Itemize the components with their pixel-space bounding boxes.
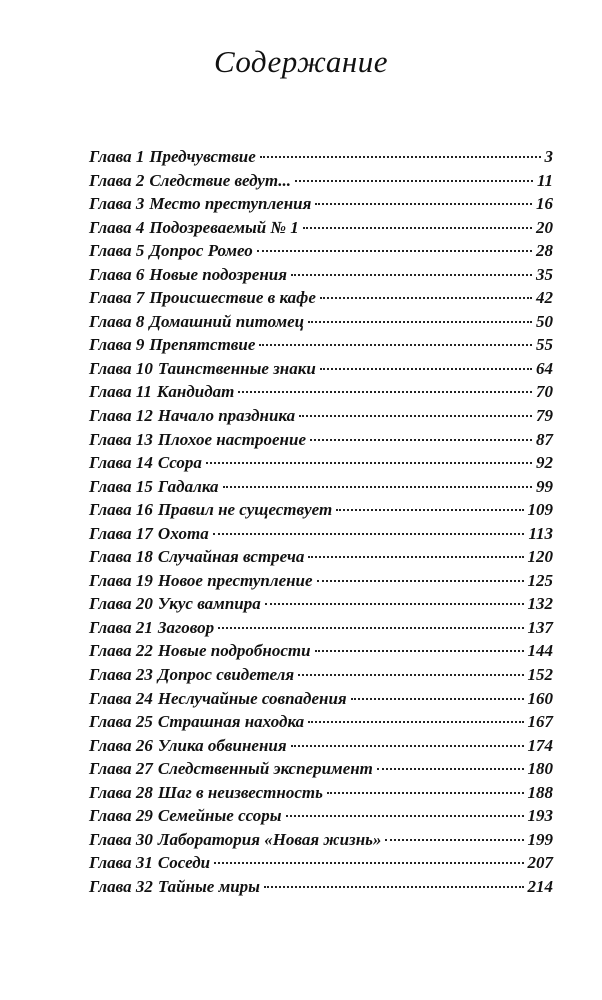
toc-entry <box>89 759 553 783</box>
toc-page-number: 35 <box>536 264 553 284</box>
toc-chapter-title: Охота <box>157 523 209 543</box>
toc-dot-leader <box>286 815 524 817</box>
toc-dot-leader <box>308 321 532 323</box>
toc-chapter-title: Страшная находка <box>157 712 305 732</box>
toc-chapter-title: Шаг в неизвестность <box>157 782 323 802</box>
toc-chapter-number: Глава 24 <box>89 688 153 708</box>
toc-dot-leader <box>260 156 541 158</box>
toc-page-number: 144 <box>527 641 553 661</box>
toc-dot-leader <box>377 768 524 770</box>
toc-chapter-number: Глава 21 <box>89 617 153 637</box>
toc-chapter-title: Начало праздника <box>157 406 296 426</box>
toc-dot-leader <box>303 227 532 229</box>
toc-chapter-number: Глава 9 <box>89 335 145 355</box>
toc-page-number: 79 <box>536 406 553 426</box>
toc-entry <box>89 594 553 618</box>
toc-chapter-title: Предчувствие <box>149 147 256 166</box>
toc-chapter-number: Глава 20 <box>89 594 153 614</box>
toc-chapter-title: Новые подозрения <box>149 264 288 284</box>
toc-page-number: 120 <box>527 547 553 567</box>
toc-dot-leader <box>214 862 523 864</box>
toc-entry <box>89 736 553 760</box>
toc-page-number: 99 <box>536 476 553 496</box>
toc-chapter-title: Неслучайные совпадения <box>157 688 347 708</box>
toc-entry <box>89 312 553 336</box>
toc-chapter-number: Глава 22 <box>89 641 153 661</box>
toc-dot-leader <box>298 674 523 676</box>
toc-page-number: 132 <box>527 594 553 614</box>
toc-page-number: 55 <box>536 335 553 355</box>
toc-chapter-title: Препятствие <box>149 335 256 355</box>
toc-page-number: 180 <box>527 759 553 779</box>
toc-chapter-title: Лаборатория «Новая жизнь» <box>157 829 382 849</box>
toc-dot-leader <box>315 650 524 652</box>
toc-entry <box>89 830 553 854</box>
toc-entry <box>89 359 553 383</box>
toc-chapter-title: Допрос Ромео <box>149 241 253 261</box>
toc-entry <box>89 689 553 713</box>
toc-page-number: 87 <box>536 429 553 449</box>
toc-dot-leader <box>351 698 524 700</box>
toc-entry <box>89 430 553 454</box>
toc-entry <box>89 806 553 830</box>
toc-chapter-number: Глава 32 <box>89 876 153 896</box>
toc-dot-leader <box>264 886 524 888</box>
toc-chapter-number: Глава 11 <box>89 382 152 402</box>
table-of-contents <box>89 147 553 901</box>
toc-page-number: 109 <box>527 500 553 520</box>
toc-dot-leader <box>259 344 532 346</box>
toc-entry <box>89 335 553 359</box>
toc-dot-leader <box>308 556 523 558</box>
toc-chapter-number: Глава 10 <box>89 358 153 378</box>
toc-chapter-number: Глава 19 <box>89 570 153 590</box>
toc-chapter-title: Улика обвинения <box>157 735 287 755</box>
toc-entry <box>89 406 553 430</box>
toc-entry <box>89 500 553 524</box>
toc-page-number: 42 <box>536 288 553 308</box>
toc-entry <box>89 194 553 218</box>
toc-chapter-title: Ссора <box>157 453 202 473</box>
toc-dot-leader <box>327 792 524 794</box>
toc-chapter-number: Глава 6 <box>89 264 145 284</box>
toc-page-number: 137 <box>527 617 553 637</box>
toc-entry <box>89 712 553 736</box>
toc-dot-leader <box>295 180 533 182</box>
toc-chapter-number: Глава 12 <box>89 406 153 426</box>
toc-page-number: 193 <box>527 806 553 826</box>
toc-chapter-title: Укус вампира <box>157 594 261 614</box>
toc-page-number: 20 <box>536 217 553 237</box>
toc-entry <box>89 853 553 877</box>
toc-dot-leader <box>308 721 523 723</box>
toc-entry <box>89 877 553 901</box>
toc-chapter-number: Глава 25 <box>89 712 153 732</box>
toc-page-number: 28 <box>536 241 553 261</box>
toc-chapter-number: Глава 30 <box>89 829 153 849</box>
toc-chapter-title: Место преступления <box>149 194 312 214</box>
toc-dot-leader <box>317 580 524 582</box>
toc-dot-leader <box>218 627 523 629</box>
toc-chapter-number: Глава 7 <box>89 288 145 308</box>
toc-dot-leader <box>310 439 532 441</box>
toc-dot-leader <box>238 391 532 393</box>
toc-page-number: 64 <box>536 358 553 378</box>
toc-page-number: 113 <box>528 523 553 543</box>
toc-dot-leader <box>206 462 532 464</box>
toc-chapter-number: Глава 17 <box>89 523 153 543</box>
toc-entry <box>89 571 553 595</box>
toc-page-number: 3 <box>544 147 553 166</box>
toc-chapter-title: Плохое настроение <box>157 429 306 449</box>
toc-entry <box>89 665 553 689</box>
toc-page-number: 167 <box>527 712 553 732</box>
toc-chapter-title: Таинственные знаки <box>157 358 316 378</box>
toc-page-number: 11 <box>536 170 553 190</box>
toc-entry <box>89 265 553 289</box>
toc-page-number: 207 <box>527 853 553 873</box>
toc-dot-leader <box>320 368 532 370</box>
toc-entry <box>89 288 553 312</box>
toc-page-number: 92 <box>536 453 553 473</box>
toc-chapter-title: Семейные ссоры <box>157 806 282 826</box>
toc-page-number: 174 <box>527 735 553 755</box>
toc-chapter-number: Глава 2 <box>89 170 145 190</box>
toc-chapter-number: Глава 29 <box>89 806 153 826</box>
toc-dot-leader <box>320 297 532 299</box>
toc-page-number: 70 <box>536 382 553 402</box>
toc-entry <box>89 547 553 571</box>
page-title: Содержание <box>213 44 389 79</box>
toc-chapter-number: Глава 13 <box>89 429 153 449</box>
toc-dot-leader <box>213 533 525 535</box>
toc-dot-leader <box>291 274 532 276</box>
toc-page-number: 125 <box>527 570 553 590</box>
toc-chapter-title: Подозреваемый № 1 <box>149 217 299 237</box>
toc-chapter-title: Правил не существует <box>157 500 333 520</box>
toc-page-number: 152 <box>527 665 553 685</box>
toc-entry <box>89 618 553 642</box>
toc-chapter-title: Заговор <box>157 617 215 637</box>
toc-chapter-title: Домашний питомец <box>149 311 305 331</box>
toc-dot-leader <box>291 745 524 747</box>
toc-chapter-title: Тайные миры <box>157 876 260 896</box>
toc-entry <box>89 477 553 501</box>
toc-chapter-title: Гадалка <box>157 476 219 496</box>
toc-chapter-number: Глава 16 <box>89 500 153 520</box>
toc-chapter-title: Происшествие в кафе <box>149 288 316 308</box>
toc-chapter-number: Глава 26 <box>89 735 153 755</box>
toc-chapter-number: Глава 15 <box>89 476 153 496</box>
toc-page-number: 50 <box>536 311 553 331</box>
toc-dot-leader <box>257 250 532 252</box>
toc-chapter-title: Следствие ведут... <box>149 170 292 190</box>
toc-chapter-title: Новые подробности <box>157 641 311 661</box>
toc-chapter-title: Следственный эксперимент <box>157 759 373 779</box>
toc-chapter-number: Глава 28 <box>89 782 153 802</box>
toc-entry <box>89 171 553 195</box>
toc-chapter-number: Глава 1 <box>89 147 145 166</box>
toc-chapter-number: Глава 4 <box>89 217 145 237</box>
toc-chapter-title: Новое преступление <box>157 570 313 590</box>
toc-entry <box>89 453 553 477</box>
toc-entry <box>89 241 553 265</box>
toc-entry <box>89 524 553 548</box>
toc-chapter-number: Глава 27 <box>89 759 153 779</box>
toc-page-number: 16 <box>536 194 553 214</box>
toc-dot-leader <box>265 603 524 605</box>
toc-entry <box>89 641 553 665</box>
toc-chapter-number: Глава 8 <box>89 311 145 331</box>
toc-dot-leader <box>336 509 523 511</box>
toc-chapter-number: Глава 3 <box>89 194 145 214</box>
toc-chapter-number: Глава 23 <box>89 665 153 685</box>
toc-chapter-number: Глава 18 <box>89 547 153 567</box>
toc-dot-leader <box>223 486 532 488</box>
toc-entry <box>89 382 553 406</box>
toc-entry <box>89 218 553 242</box>
toc-page-number: 214 <box>527 876 553 896</box>
toc-chapter-title: Соседи <box>157 853 211 873</box>
toc-page-number: 188 <box>527 782 553 802</box>
toc-chapter-number: Глава 5 <box>89 241 145 261</box>
toc-chapter-number: Глава 31 <box>89 853 153 873</box>
toc-chapter-title: Кандидат <box>156 382 235 402</box>
toc-chapter-number: Глава 14 <box>89 453 153 473</box>
toc-entry <box>89 147 553 171</box>
toc-dot-leader <box>299 415 532 417</box>
toc-page-number: 160 <box>527 688 553 708</box>
toc-dot-leader <box>385 839 523 841</box>
toc-dot-leader <box>315 203 532 205</box>
toc-chapter-title: Случайная встреча <box>157 547 305 567</box>
toc-entry <box>89 783 553 807</box>
toc-page-number: 199 <box>527 829 553 849</box>
toc-chapter-title: Допрос свидетеля <box>157 665 295 685</box>
